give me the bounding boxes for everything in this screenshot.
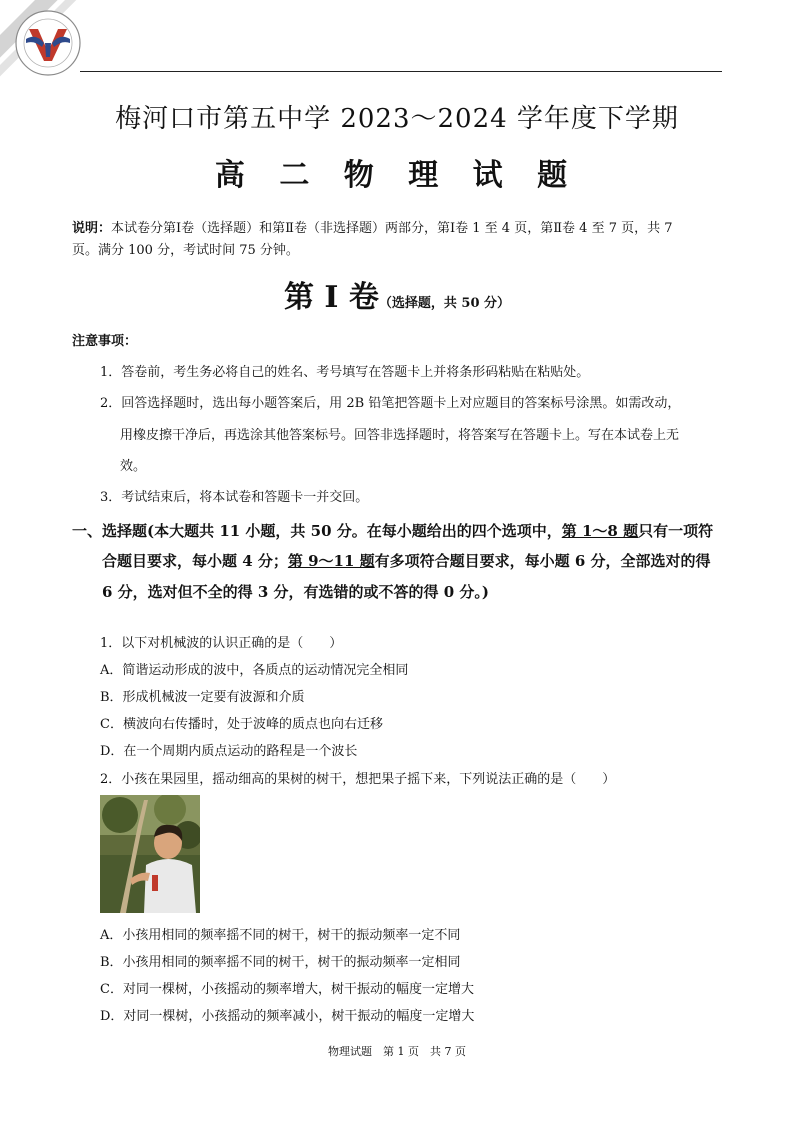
question-2-option-c: C．对同一棵树，小孩摇动的频率增大，树干振动的幅度一定增大 xyxy=(100,982,474,997)
school-logo xyxy=(14,9,82,77)
notice-item-3: 3．考试结束后，将本试卷和答题卡一并交回。 xyxy=(100,490,369,505)
section-text: 合题目要求，每小题 4 分； xyxy=(102,552,288,570)
question-2-option-b: B．小孩用相同的频率摇不同的树干，树干的振动频率一定相同 xyxy=(100,955,461,970)
section-range-1: 第 1～8 题 xyxy=(561,522,639,540)
question-1-option-c: C．横波向右传播时，处于波峰的质点也向右迁移 xyxy=(100,717,383,732)
volume-note: （选择题，共 50 分） xyxy=(378,296,511,311)
section-heading-line-3: 6 分，选对但不全的得 3 分，有选错的或不答的得 0 分。) xyxy=(102,583,490,601)
section-text: 一、选择题(本大题共 11 小题，共 50 分。在每小题给出的四个选项中， xyxy=(72,522,562,540)
question-2-option-d: D．对同一棵树，小孩摇动的频率减小，树干振动的幅度一定增大 xyxy=(100,1009,475,1024)
section-heading-line-2 xyxy=(102,546,711,576)
intro-text-1: 本试卷分第Ⅰ卷（选择题）和第Ⅱ卷（非选择题）两部分，第Ⅰ卷 1 至 4 页，第Ⅱ卷 4 至 7 页，共 7 xyxy=(111,221,673,236)
intro-line-1 xyxy=(72,218,732,240)
child-shaking-tree-photo xyxy=(100,795,200,913)
section-text: 有多项符合题目要求，每小题 6 分，全部选对的得 xyxy=(374,552,711,570)
notice-item-2-end: 效。 xyxy=(120,459,147,474)
header-rule xyxy=(80,71,722,72)
question-2-option-a: A．小孩用相同的频率摇不同的树干，树干的振动频率一定不同 xyxy=(100,928,461,943)
page-footer: 物理试题 第 1 页 共 7 页 xyxy=(328,1045,466,1058)
volume-title-text: 第 I 卷 xyxy=(283,280,379,315)
section-range-2: 第 9～11 题 xyxy=(287,552,375,570)
notice-heading: 注意事项： xyxy=(72,334,138,349)
question-1-option-d: D．在一个周期内质点运动的路程是一个波长 xyxy=(100,744,358,759)
question-1-stem: 1．以下对机械波的认识正确的是（ ） xyxy=(100,636,343,651)
section-heading-line-1 xyxy=(72,516,713,546)
page-subtitle: 高 二 物 理 试 题 xyxy=(214,158,580,193)
notice-item-1: 1．答卷前，考生务必将自己的姓名、考号填写在答题卡上并将条形码粘贴在粘贴处。 xyxy=(100,365,590,380)
intro-label: 说明： xyxy=(72,221,112,236)
notice-item-2: 2．回答选择题时，选出每小题答案后，用 2B 铅笔把答题卡上对应题目的答案标号涂黑。如需改动， xyxy=(100,396,681,411)
question-1-option-b: B．形成机械波一定要有波源和介质 xyxy=(100,690,305,705)
notice-item-2-cont: 用橡皮擦干净后，再选涂其他答案标号。回答非选择题时，将答案写在答题卡上。写在本试卷上无 xyxy=(120,428,680,443)
page-title: 梅河口市第五中学 2023～2024 学年度下学期 xyxy=(115,104,679,134)
section-text: 只有一项符 xyxy=(638,522,714,540)
volume-title xyxy=(0,272,794,316)
question-2-stem: 2．小孩在果园里，摇动细高的果树的树干，想把果子摇下来，下列说法正确的是（ ） xyxy=(100,772,616,787)
question-1-option-a: A．简谐运动形成的波中，各质点的运动情况完全相同 xyxy=(100,663,409,678)
intro-text-2: 页。满分 100 分，考试时间 75 分钟。 xyxy=(72,243,299,258)
